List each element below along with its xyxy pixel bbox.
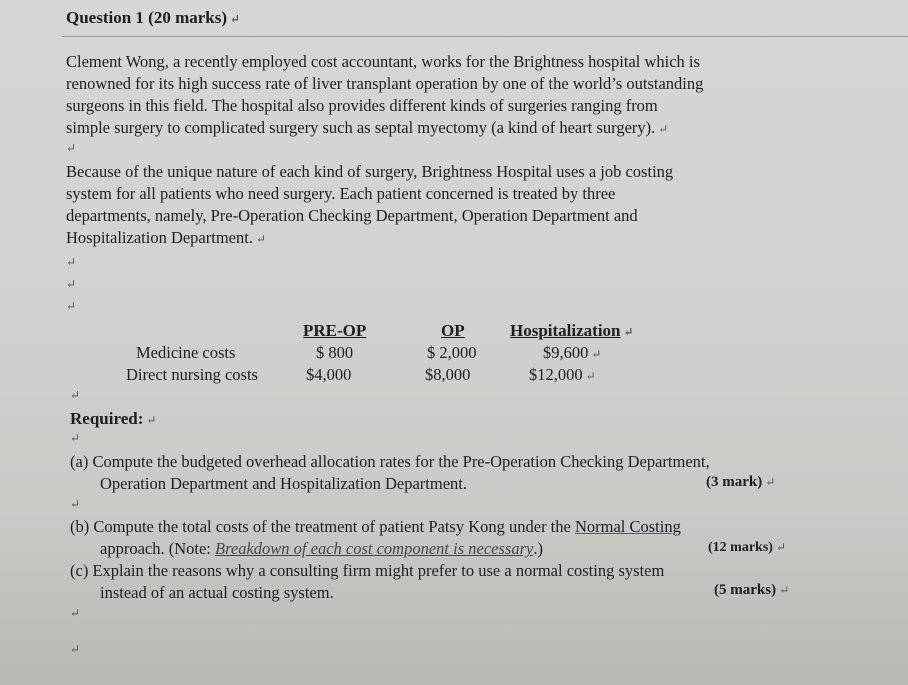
part-c-marks: (5 marks) ↵ (714, 582, 790, 598)
paragraph-mark-icon: ↵ (623, 325, 634, 339)
part-a-line1: (a) Compute the budgeted overhead allocation rates for the Pre-Operation Checking Department, (70, 452, 710, 471)
cell-medicine-op: $ 2,000 (427, 343, 477, 362)
para-line: system for all patients who need surgery. Each patient concerned is treated by three (66, 184, 616, 203)
para-line: renowned for its high success rate of liver transplant operation by one of the world’s outstanding (66, 74, 704, 93)
paragraph-mark-icon: ↵ (70, 431, 81, 445)
paragraph-mark-icon: ↵ (66, 141, 77, 155)
paragraph-mark-icon: ↵ (70, 606, 81, 620)
para-line: Because of the unique nature of each kind of surgery, Brightness Hospital uses a job costing (66, 162, 674, 181)
para-line: Hospitalization Department. ↵ (66, 228, 267, 247)
part-c-line2: instead of an actual costing system. (100, 583, 334, 602)
note-text: Breakdown of each cost component is necessary (215, 539, 534, 558)
paragraph-mark-icon: ↵ (70, 642, 81, 656)
row-label-medicine: Medicine costs (136, 343, 236, 362)
paragraph-mark-icon: ↵ (765, 475, 776, 489)
paragraph-mark-icon: ↵ (230, 12, 241, 26)
part-b-line1: (b) Compute the total costs of the treatment of patient Patsy Kong under the Normal Costing (70, 517, 681, 536)
paragraph-mark-icon: ↵ (779, 583, 790, 597)
paragraph-job-costing (66, 161, 856, 250)
cell-nursing-hosp: $12,000 ↵ (529, 365, 596, 384)
question-title: Question 1 (20 marks) ↵ (66, 8, 241, 27)
para-line: Clement Wong, a recently employed cost accountant, works for the Brightness hospital which is (66, 52, 700, 71)
paragraph-mark-icon: ↵ (591, 347, 602, 361)
paragraph-mark-icon: ↵ (66, 255, 77, 269)
part-b-marks: (12 marks) ↵ (708, 540, 786, 555)
cell-medicine-preop: $ 800 (316, 343, 354, 362)
required-heading: Required: ↵ (70, 409, 157, 428)
paragraph-mark-icon: ↵ (66, 299, 77, 313)
para-line: surgeons in this field. The hospital also provides different kinds of surgeries ranging from (66, 96, 658, 115)
paragraph-mark-icon: ↵ (775, 540, 786, 554)
part-a-line2: Operation Department and Hospitalization Department. (100, 474, 468, 493)
paragraph-mark-icon: ↵ (146, 413, 157, 427)
row-label-nursing: Direct nursing costs (126, 365, 258, 384)
normal-costing-link: Normal Costing (574, 517, 681, 536)
paragraph-mark-icon: ↵ (70, 497, 81, 511)
cell-medicine-hosp: $9,600 ↵ (543, 343, 602, 362)
table-header-op: OP (441, 321, 465, 340)
paragraph-mark-icon: ↵ (658, 122, 669, 136)
table-header-hospitalization: Hospitalization ↵ (510, 321, 634, 340)
part-b-line2: approach. (Note: Breakdown of each cost component is necessary.) (100, 539, 543, 558)
title-divider (62, 36, 908, 37)
paragraph-mark-icon: ↵ (66, 277, 77, 291)
paragraph-mark-icon: ↵ (70, 388, 81, 402)
para-line: departments, namely, Pre-Operation Checking Department, Operation Department and (66, 206, 638, 225)
cell-nursing-preop: $4,000 (306, 365, 352, 384)
paragraph-mark-icon: ↵ (255, 232, 267, 246)
para-line: simple surgery to complicated surgery such as septal myectomy (a kind of heart surgery). ↵ (66, 118, 669, 137)
table-header-preop: PRE-OP (303, 321, 367, 340)
paragraph-intro (66, 51, 856, 140)
paragraph-mark-icon: ↵ (585, 369, 596, 383)
part-c-line1: (c) Explain the reasons why a consulting firm might prefer to use a normal costing system (70, 561, 665, 580)
part-a-marks: (3 mark) ↵ (706, 474, 776, 490)
cell-nursing-op: $8,000 (425, 365, 471, 384)
